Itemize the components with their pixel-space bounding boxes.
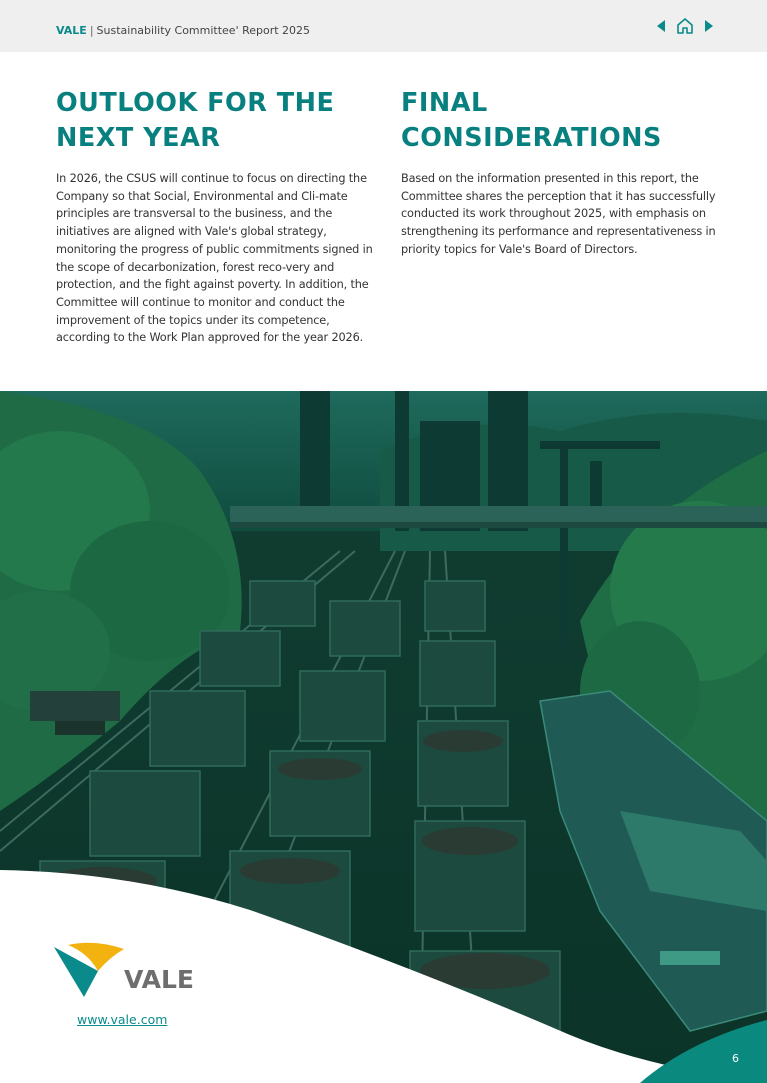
final-heading-line1: FINAL	[401, 88, 488, 118]
outlook-heading	[56, 86, 376, 156]
outlook-heading-line1: OUTLOOK FOR THE	[56, 88, 335, 118]
report-title: Sustainability Committee' Report 2025	[96, 24, 311, 37]
final-considerations-heading	[401, 86, 721, 156]
final-considerations-body-text: Based on the information presented in this report, the Committee shares the perception that it has successfully conducted its work throughout 2025, with emphasis on strengthening its performance and representativeness in priority topics for Vale's Board of Directors.	[401, 172, 716, 256]
page-number: 6	[732, 1052, 739, 1065]
final-heading-line2: CONSIDERATIONS	[401, 123, 662, 153]
page-navigation	[655, 14, 715, 38]
report-breadcrumb	[56, 24, 310, 37]
outlook-body-text: In 2026, the CSUS will continue to focus on directing the Company so that Social, Environmental and Cli-mate principles are transversal to the business, and the initiatives are aligned with Vale's global strategy, monitoring the progress of public commitments signed in the scope of decarbonization, forest reco-very and protection, and the fight against poverty. In addition, the Committee will continue to monitor and conduct the improvement of the topics under its competence, according to the Work Plan approved for the year 2026.	[56, 172, 373, 345]
home-icon[interactable]	[675, 16, 695, 36]
final-considerations-section	[401, 86, 721, 259]
breadcrumb-separator: |	[89, 24, 94, 37]
triangle-right-icon[interactable]	[703, 18, 715, 34]
website-link[interactable]: www.vale.com	[77, 1012, 168, 1027]
triangle-left-icon[interactable]	[655, 18, 667, 34]
brand-name: VALE	[56, 24, 87, 37]
vale-logo	[54, 941, 194, 999]
top-header-bar	[0, 0, 767, 52]
logo-text: VALE	[124, 965, 194, 994]
outlook-heading-line2: NEXT YEAR	[56, 123, 221, 153]
outlook-section	[56, 86, 376, 347]
